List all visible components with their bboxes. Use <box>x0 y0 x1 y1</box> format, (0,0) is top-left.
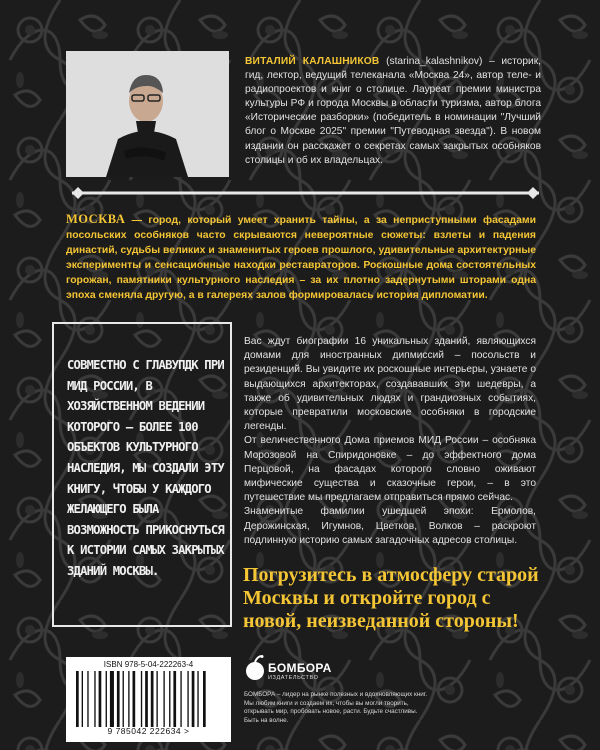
intro-text: — город, который умеет хранить тайны, а за неприступными фасадами посольских особняков часто скрываются невероятные сюжеты: взлеты и падения династий, судьбы великих и знаменитых героев прошлого, удивительные архитектурные эксперименты и сенсационные находки реставраторов. Роскошные дома состоятельных горожан, памятники культурного наследия – за их плотно задернутыми шторами одна эпоха сменяла другую, а в галереях залов формировалась история дипломатии. <box>66 215 536 302</box>
intro-paragraph <box>66 212 536 304</box>
barcode-bar <box>117 671 120 727</box>
author-name: ВИТАЛИЙ КАЛАШНИКОВ <box>245 56 380 67</box>
barcode-bar <box>141 671 142 727</box>
barcode-bar <box>151 671 154 727</box>
partnership-box <box>52 322 232 627</box>
isbn-barcode <box>66 657 231 742</box>
ornamental-divider <box>72 187 539 199</box>
description-paragraph: Вас ждут биографии 16 уникальных зданий, являющихся домами для иностранных дипмиссий – посольств и резиденций. Вы увидите их роскошные интерьеры, узнаете о выдающихся архитекторах, создававших эти шедевры, а также об удивительных людях и грандиозных событиях, которые превратили московские особняки в городские легенды. <box>244 336 536 433</box>
barcode-bar <box>94 671 95 727</box>
barcode-bar <box>180 671 181 727</box>
intro-lead-word: МОСКВА <box>66 212 126 226</box>
barcode-bar <box>173 671 176 727</box>
barcode-bar <box>76 671 79 727</box>
barcode-bar <box>192 671 195 727</box>
barcode-bar <box>99 671 102 727</box>
barcode-bar <box>169 671 170 727</box>
barcode-bar <box>133 671 136 727</box>
author-portrait-illustration <box>66 51 229 177</box>
partnership-text: СОВМЕСТНО С ГЛАВУПДК ПРИ МИД РОССИИ, В ХОЗЯЙСТВЕННОМ ВЕДЕНИИ КОТОРОГО – БОЛЕЕ 100 ОБЪЕКТОВ КУЛЬТУРНОГО НАСЛЕДИЯ, МЫ СОЗДАЛИ ЭТУ КНИГУ, ЧТОБЫ У КАЖДОГО ЖЕЛАЮЩЕГО БЫЛА ВОЗМОЖНОСТЬ ПРИКОСНУТЬСЯ К ИСТОРИИ САМЫХ ЗАКРЫТЫХ ЗДАНИЙ МОСКВЫ. <box>67 358 224 578</box>
publisher-subtitle: ИЗДАТЕЛЬСТВО <box>268 675 319 681</box>
barcode-bar <box>197 671 198 727</box>
barcode-bar <box>123 671 124 727</box>
barcode-bar <box>187 671 188 727</box>
bombora-logo-icon <box>244 655 266 683</box>
barcode-bar <box>82 671 83 727</box>
barcode-bar <box>110 671 114 727</box>
barcode-bar <box>156 671 157 727</box>
closing-slogan: Погрузитесь в атмосферу старой Москвы и откройте город с новой, неизведанной стороны! <box>243 564 539 632</box>
barcode-bar <box>106 671 107 727</box>
author-photo <box>66 51 229 177</box>
barcode-bar <box>87 671 88 727</box>
author-description: (starina_kalashnikov) – историк, гид, лектор, ведущий телеканала «Москва 24», автор теле- и радиопроектов и книг о столице. Лауреат премии министра культуры РФ и города Москвы в области туризма, автор блога «Исторические разборки» (победитель в номинации "Лучший блог о Москве 2025" премии "Путеводная звезда"). В новом издании он расскажет о секретах самых закрытых особняков столицы и об их владельцах. <box>245 56 541 166</box>
description-paragraph: Знаменитые фамилии ушедшей эпохи: Ермолов, Дерожинская, Игумнов, Цветков, Волков – раскроют подлинную историю самых загадочных адресов столицы. <box>244 506 536 546</box>
barcode-bar <box>145 671 148 727</box>
publisher-note: БОМБОРА – лидер на рынке полезных и вдохновляющих книг. Мы любим книги и создаем их, чтобы вы могли творить, открывать мир, пробовать новое, расти. Будьте счастливы. Быть на волне. <box>244 691 428 724</box>
publisher-name: БОМБОРА <box>268 661 332 675</box>
barcode-digits: 9 785042 222634 > <box>107 726 190 736</box>
barcode-bar <box>163 671 164 727</box>
isbn-number: ISBN 978-5-04-222263-4 <box>103 660 194 669</box>
barcode-bar <box>128 671 129 727</box>
barcode-bar <box>203 671 206 727</box>
barcode-bars <box>76 671 226 727</box>
author-bio <box>245 55 541 168</box>
description-paragraph: От величественного Дома приемов МИД России – особняка Морозовой на Спиридоновке – до эффектного дома Перцовой, на фасадах которого словно оживают мифические существа и сказочные герои, – в это путешествие мы предлагаем отправиться прямо сейчас. <box>244 435 536 504</box>
book-description <box>244 335 536 548</box>
publisher-logo <box>244 655 364 685</box>
